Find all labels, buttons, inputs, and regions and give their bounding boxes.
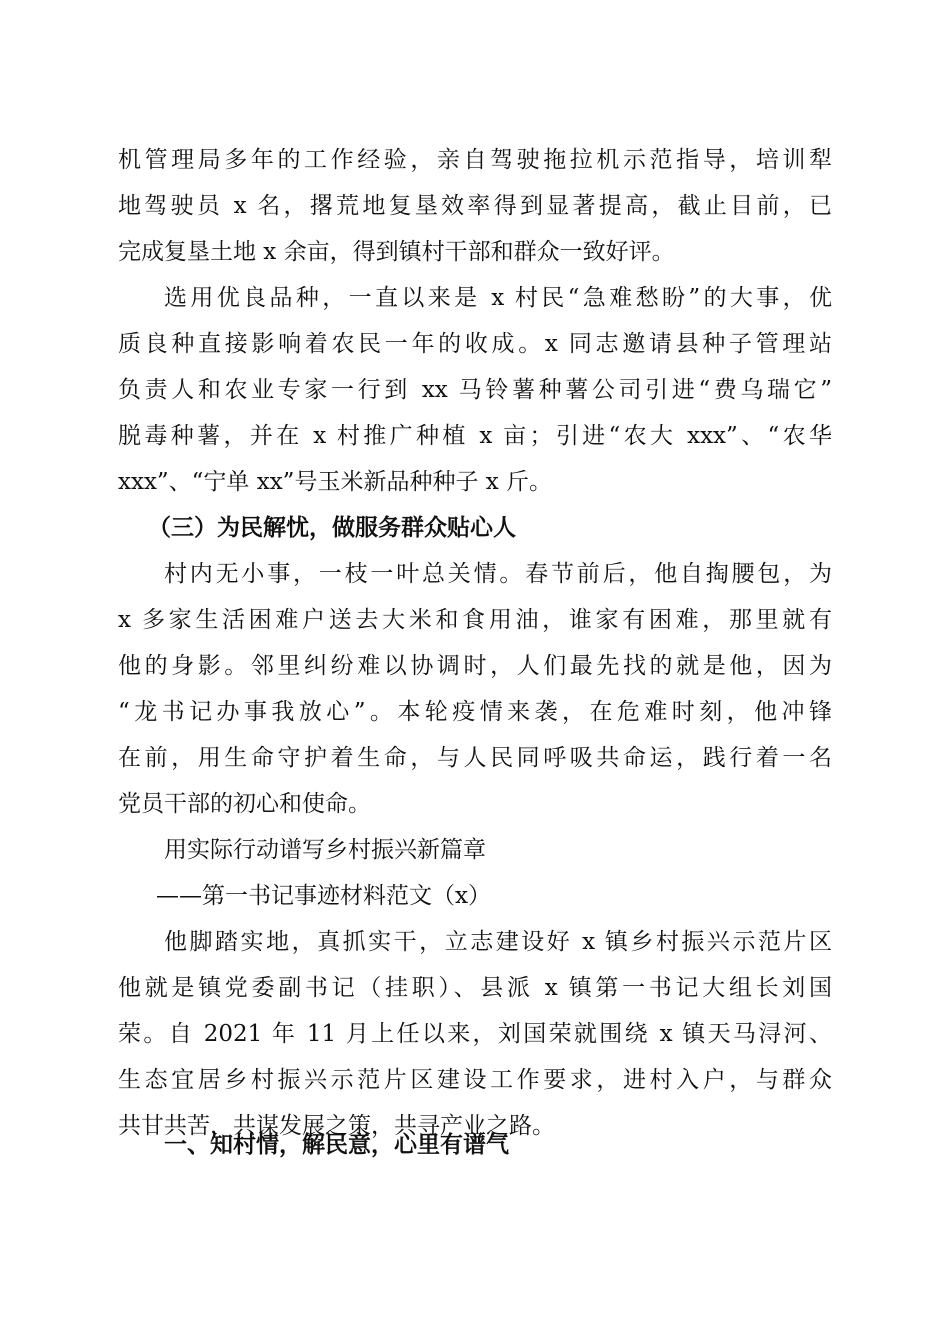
paragraph-line: 负责人和农业专家一行到 xx 马铃薯种薯公司引进“费乌瑞它” xyxy=(118,377,832,403)
paragraph-line: 生态宜居乡村振兴示范片区建设工作要求，进村入户，与群众 xyxy=(118,1067,832,1093)
section-heading: （三）为民解忧，做服务群众贴心人 xyxy=(148,515,516,541)
article-subtitle: ——第一书记事迹材料范文（x） xyxy=(156,883,491,909)
paragraph-line: 脱毒种薯，并在 x 村推广种植 x 亩；引进“农大 xxx”、“农华 xyxy=(118,423,832,449)
paragraph-line: 在前，用生命守护着生命，与人民同呼吸共命运，践行着一名 xyxy=(118,745,832,771)
paragraph-line: 完成复垦土地 x 余亩，得到镇村干部和群众一致好评。 xyxy=(118,239,675,265)
paragraph-line: 质良种直接影响着农民一年的收成。x 同志邀请县种子管理站 xyxy=(118,331,832,357)
paragraph-line: 村内无小事，一枝一叶总关情。春节前后，他自掏腰包，为 xyxy=(164,561,832,587)
paragraph-line: 党员干部的初心和使命。 xyxy=(118,791,371,817)
paragraph-line: 他的身影。邻里纠纷难以协调时，人们最先找的就是他，因为 xyxy=(118,653,832,679)
paragraph-line: xxx”、“宁单 xx”号玉米新品种种子 x 斤。 xyxy=(118,469,553,495)
paragraph-line: 他就是镇党委副书记（挂职）、县派 x 镇第一书记大组长刘国 xyxy=(118,975,832,1001)
paragraph-line: 地驾驶员 x 名，撂荒地复垦效率得到显著提高，截止目前，已 xyxy=(118,193,832,219)
paragraph-line: “龙书记办事我放心”。本轮疫情来袭，在危难时刻，他冲锋 xyxy=(118,699,832,725)
paragraph-line: 机管理局多年的工作经验，亲自驾驶拖拉机示范指导，培训犁 xyxy=(118,147,832,173)
paragraph-line: 共甘共苦，共谋发展之策，共寻产业之路。 xyxy=(118,1113,555,1139)
section-heading: 一、知村情，解民意，心里有谱气 xyxy=(164,1132,509,1158)
paragraph-line: 选用优良品种，一直以来是 x 村民“急难愁盼”的大事，优 xyxy=(164,285,832,311)
paragraph-line: 他脚踏实地，真抓实干，立志建设好 x 镇乡村振兴示范片区 xyxy=(164,929,832,955)
paragraph-line: x 多家生活困难户送去大米和食用油，谁家有困难，那里就有 xyxy=(118,607,832,633)
article-title: 用实际行动谱写乡村振兴新篇章 xyxy=(164,837,486,863)
paragraph-line: 荣。自 2021 年 11 月上任以来，刘国荣就围绕 x 镇天马浔河、 xyxy=(118,1021,832,1047)
